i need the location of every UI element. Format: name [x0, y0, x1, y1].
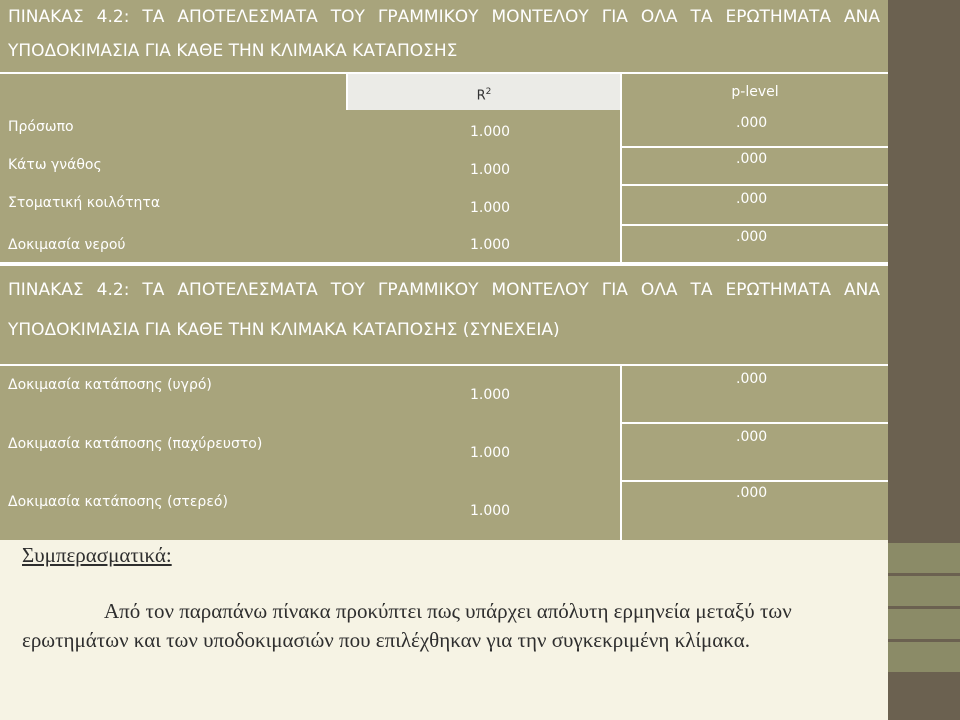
row-r2: 1.000 [470, 237, 511, 253]
row-r2: 1.000 [470, 445, 511, 461]
row-label: Δοκιμασία νερού [8, 237, 126, 253]
row-p: .000 [736, 429, 768, 445]
row-label: Πρόσωπο [8, 119, 74, 135]
row-r2: 1.000 [470, 162, 511, 178]
p-cell [622, 110, 888, 146]
row-r2: 1.000 [470, 503, 511, 519]
row-p: .000 [736, 151, 768, 167]
p-cell [622, 186, 888, 224]
results-table-1 [0, 0, 888, 262]
row-r2: 1.000 [470, 124, 511, 140]
sidebar-accent-block [888, 576, 960, 606]
sidebar-accent-block [888, 543, 960, 573]
header-r2 [348, 74, 620, 110]
table-1-title-line1: ΠΙΝΑΚΑΣ 4.2: ΤΑ ΑΠΟΤΕΛΕΣΜΑΤΑ ΤΟΥ ΓΡΑΜΜΙΚΟΥ ΜΟΝΤΕΛΟΥ ΓΙΑ ΟΛΑ ΤΑ ΕΡΩΤΗΜΑΤΑ ΑΝΑ [8, 7, 880, 27]
table-1-title-line2: ΥΠΟΔΟΚΙΜΑΣΙΑ ΓΙΑ ΚΑΘΕ ΤΗΝ ΚΛΙΜΑΚΑ ΚΑΤΑΠΟΣΗΣ [8, 41, 458, 61]
row-label: Δοκιμασία κατάποσης (στερεό) [8, 494, 228, 510]
row-label: Κάτω γνάθος [8, 157, 102, 173]
p-cell [622, 226, 888, 262]
header-p-level [622, 74, 888, 110]
row-label: Δοκιμασία κατάποσης (παχύρευστο) [8, 436, 263, 452]
conclusion-heading: Συμπερασματικά: [22, 543, 172, 567]
sidebar-accent-block [888, 642, 960, 672]
conclusion-text: Από τον παραπάνω πίνακα προκύπτει πως υπάρχει απόλυτη ερμηνεία μεταξύ των ερωτημάτων και των υποδοκιμασιών που επιλέχθηκαν για την συγκεκριμένη κλίμακα. [22, 599, 792, 652]
row-p: .000 [736, 191, 768, 207]
header-p-label: p-level [731, 84, 779, 100]
row-r2: 1.000 [470, 387, 511, 403]
row-r2: 1.000 [470, 200, 511, 216]
sidebar-accent-block [888, 609, 960, 639]
decorative-sidebar [888, 0, 960, 720]
row-label: Στοματική κοιλότητα [8, 195, 161, 211]
row-label: Δοκιμασία κατάποσης (υγρό) [8, 377, 212, 393]
results-table-2 [0, 262, 888, 540]
row-p: .000 [736, 229, 768, 245]
p-cell [622, 148, 888, 184]
p-cell [622, 482, 888, 540]
header-r2-label: R [476, 88, 486, 104]
table-1-title [0, 0, 888, 72]
p-cell [622, 424, 888, 480]
table-2-title-line2: ΥΠΟΔΟΚΙΜΑΣΙΑ ΓΙΑ ΚΑΘΕ ΤΗΝ ΚΛΙΜΑΚΑ ΚΑΤΑΠΟΣΗΣ (ΣΥΝΕΧΕΙΑ) [8, 320, 560, 340]
header-r2-sup: 2 [485, 87, 492, 97]
table-2-title-line1: ΠΙΝΑΚΑΣ 4.2: ΤΑ ΑΠΟΤΕΛΕΣΜΑΤΑ ΤΟΥ ΓΡΑΜΜΙΚΟΥ ΜΟΝΤΕΛΟΥ ΓΙΑ ΟΛΑ ΤΑ ΕΡΩΤΗΜΑΤΑ ΑΝΑ [8, 280, 880, 300]
table-2-title [0, 266, 888, 364]
header-label-cell [0, 74, 346, 110]
row-p: .000 [736, 371, 768, 387]
row-p: .000 [736, 115, 768, 131]
p-cell [622, 366, 888, 422]
row-p: .000 [736, 485, 768, 501]
